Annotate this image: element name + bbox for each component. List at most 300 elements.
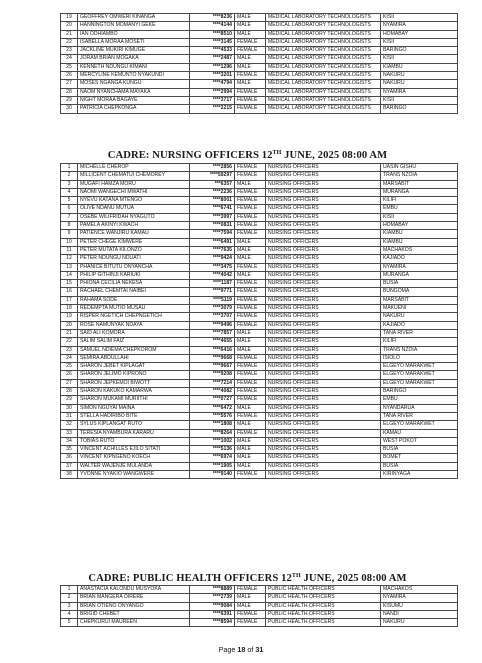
gender-cell: MALE <box>235 271 266 279</box>
gender-cell: MALE <box>235 246 266 254</box>
county-cell: KAMAU <box>381 429 458 437</box>
county-cell: MURANGA <box>381 188 458 196</box>
id-number-cell: ****4082 <box>190 388 235 396</box>
county-cell: MACHAKOS <box>381 246 458 254</box>
id-number-cell: ****6472 <box>190 404 235 412</box>
cadre-cell: NURSING OFFICERS <box>266 321 381 329</box>
id-number-cell: ****2487 <box>190 55 235 63</box>
gender-cell: FEMALE <box>235 188 266 196</box>
row-number-cell: 36 <box>61 454 78 462</box>
table-row <box>61 586 458 594</box>
county-cell: ELGEYO MARAKWET <box>381 379 458 387</box>
candidate-name-cell: PETER MUTATA KILONZO <box>78 246 190 254</box>
gender-cell: FEMALE <box>235 619 266 627</box>
cadre-cell: NURSING OFFICERS <box>266 205 381 213</box>
table-row <box>61 105 458 113</box>
table-row <box>61 288 458 296</box>
table-row <box>61 354 458 362</box>
gender-cell: FEMALE <box>235 321 266 329</box>
cadre-cell: MEDICAL LABORATORY TECHNOLOGISTS <box>266 96 381 104</box>
row-number-cell: 30 <box>61 105 78 113</box>
candidate-name-cell: SHARON JELIMO KIPRONO <box>78 371 190 379</box>
table-row <box>61 296 458 304</box>
table-body <box>61 586 458 627</box>
county-cell: KIAMBU <box>381 63 458 71</box>
candidate-name-cell: RACHAEL CHEMTAI NAIBEI <box>78 288 190 296</box>
county-cell: NAKURU <box>381 619 458 627</box>
id-number-cell: ****9496 <box>190 321 235 329</box>
id-number-cell: ****3201 <box>190 72 235 80</box>
id-number-cell: ****6416 <box>190 346 235 354</box>
cadre-cell: MEDICAL LABORATORY TECHNOLOGISTS <box>266 22 381 30</box>
candidate-name-cell: SEMIRA ABDULLAHI <box>78 354 190 362</box>
candidate-name-cell: KENNETH NDUNGU KIMANI <box>78 63 190 71</box>
county-cell: NYANDARUA <box>381 404 458 412</box>
county-cell: BARINGO <box>381 388 458 396</box>
table-row <box>61 412 458 420</box>
row-number-cell: 31 <box>61 412 78 420</box>
cadre-cell: MEDICAL LABORATORY TECHNOLOGISTS <box>266 38 381 46</box>
gender-cell: MALE <box>235 80 266 88</box>
gender-cell: FEMALE <box>235 371 266 379</box>
county-cell: NAKURU <box>381 80 458 88</box>
county-cell: KIRINYAGA <box>381 470 458 478</box>
gender-cell: MALE <box>235 55 266 63</box>
county-cell: UASIN GISHU <box>381 164 458 172</box>
candidate-name-cell: GEOFFREY OMWERI KINANGA <box>78 14 190 22</box>
row-number-cell: 12 <box>61 255 78 263</box>
gender-cell: MALE <box>235 446 266 454</box>
candidate-name-cell: SHARON JEBET KIPLAGAT <box>78 363 190 371</box>
cadre-cell: NURSING OFFICERS <box>266 379 381 387</box>
cadre-cell: NURSING OFFICERS <box>266 354 381 362</box>
heading-nursing-officers <box>60 150 435 161</box>
id-number-cell: ****9667 <box>190 363 235 371</box>
row-number-cell: 21 <box>61 329 78 337</box>
cadre-cell: NURSING OFFICERS <box>266 313 381 321</box>
gender-cell: FEMALE <box>235 222 266 230</box>
gender-cell: FEMALE <box>235 213 266 221</box>
row-number-cell: 37 <box>61 462 78 470</box>
row-number-cell: 4 <box>61 188 78 196</box>
cadre-cell: MEDICAL LABORATORY TECHNOLOGISTS <box>266 105 381 113</box>
row-number-cell: 5 <box>61 197 78 205</box>
candidate-name-cell: VINCENT KIPNGENO KOECH <box>78 454 190 462</box>
table-row <box>61 222 458 230</box>
id-number-cell: ****8236 <box>190 14 235 22</box>
gender-cell: MALE <box>235 63 266 71</box>
cadre-cell: NURSING OFFICERS <box>266 329 381 337</box>
id-number-cell: ****4144 <box>190 22 235 30</box>
candidate-name-cell: PHILIP GITHINJI KARIUKI <box>78 271 190 279</box>
id-number-cell: ****7857 <box>190 329 235 337</box>
cadre-cell: NURSING OFFICERS <box>266 412 381 420</box>
cadre-cell: NURSING OFFICERS <box>266 396 381 404</box>
id-number-cell: ****2739 <box>190 594 235 602</box>
table-row <box>61 96 458 104</box>
id-number-cell: ****1905 <box>190 462 235 470</box>
candidate-name-cell: PHANICE BITUTU ONYANCHA <box>78 263 190 271</box>
candidate-name-cell: TOBIAS RUTO <box>78 437 190 445</box>
heading-ordinal: TH <box>272 150 282 156</box>
cadre-cell: MEDICAL LABORATORY TECHNOLOGISTS <box>266 88 381 96</box>
row-number-cell: 26 <box>61 72 78 80</box>
county-cell: HOMABAY <box>381 222 458 230</box>
gender-cell: FEMALE <box>235 72 266 80</box>
cadre-cell: NURSING OFFICERS <box>266 172 381 180</box>
gender-cell: FEMALE <box>235 313 266 321</box>
row-number-cell: 2 <box>61 172 78 180</box>
table-row <box>61 371 458 379</box>
county-cell: MARSABIT <box>381 180 458 188</box>
county-cell: BOMET <box>381 454 458 462</box>
candidate-name-cell: TERESIA NYAMBURA KARARU <box>78 429 190 437</box>
candidate-name-cell: PETER NDUNGU NDUATI <box>78 255 190 263</box>
table-row <box>61 180 458 188</box>
cadre-cell: NURSING OFFICERS <box>266 421 381 429</box>
id-number-cell: ****5119 <box>190 296 235 304</box>
id-number-cell: ****3997 <box>190 213 235 221</box>
cadre-cell: NURSING OFFICERS <box>266 296 381 304</box>
gender-cell: MALE <box>235 346 266 354</box>
row-number-cell: 32 <box>61 421 78 429</box>
county-cell: KISII <box>381 38 458 46</box>
row-number-cell: 33 <box>61 429 78 437</box>
table-row <box>61 164 458 172</box>
gender-cell: FEMALE <box>235 230 266 238</box>
row-number-cell: 23 <box>61 346 78 354</box>
id-number-cell: ****4794 <box>190 80 235 88</box>
cadre-cell: NURSING OFFICERS <box>266 446 381 454</box>
county-cell: KISII <box>381 96 458 104</box>
candidate-name-cell: PATRICIA CHEPKONGA <box>78 105 190 113</box>
gender-cell: MALE <box>235 238 266 246</box>
gender-cell: MALE <box>235 462 266 470</box>
candidate-name-cell: SHARON JEPKEMOI BIWOTT <box>78 379 190 387</box>
cadre-cell: MEDICAL LABORATORY TECHNOLOGISTS <box>266 72 381 80</box>
table-row <box>61 404 458 412</box>
page-of-label: of <box>245 645 256 654</box>
cadre-cell: NURSING OFFICERS <box>266 437 381 445</box>
county-cell: TRANS NZOIA <box>381 172 458 180</box>
row-number-cell: 28 <box>61 388 78 396</box>
cadre-cell: NURSING OFFICERS <box>266 180 381 188</box>
cadre-cell: NURSING OFFICERS <box>266 462 381 470</box>
cadre-cell: PUBLIC HEALTH OFFICERS <box>266 586 381 594</box>
table-row <box>61 619 458 627</box>
county-cell: NYAMIRA <box>381 22 458 30</box>
county-cell: KILIFI <box>381 338 458 346</box>
county-cell: BUSIA <box>381 462 458 470</box>
table-row <box>61 55 458 63</box>
id-number-cell: ****9208 <box>190 371 235 379</box>
gender-cell: FEMALE <box>235 197 266 205</box>
row-number-cell: 24 <box>61 354 78 362</box>
table-row <box>61 205 458 213</box>
candidate-name-cell: PETER CHEGE KIMWERE <box>78 238 190 246</box>
row-number-cell: 2 <box>61 594 78 602</box>
row-number-cell: 15 <box>61 280 78 288</box>
row-number-cell: 29 <box>61 96 78 104</box>
cadre-cell: PUBLIC HEALTH OFFICERS <box>266 594 381 602</box>
gender-cell: MALE <box>235 454 266 462</box>
county-cell: BUNGOMA <box>381 288 458 296</box>
cadre-cell: PUBLIC HEALTH OFFICERS <box>266 602 381 610</box>
row-number-cell: 8 <box>61 222 78 230</box>
candidate-name-cell: CHEPKURUI MAUREEN <box>78 619 190 627</box>
id-number-cell: ****7594 <box>190 230 235 238</box>
candidate-name-cell: HANNINGTON MOMANYI GEKE <box>78 22 190 30</box>
id-number-cell: ****6391 <box>190 610 235 618</box>
gender-cell: FEMALE <box>235 412 266 420</box>
candidate-name-cell: SAID ALI KOMORA <box>78 329 190 337</box>
table-row <box>61 172 458 180</box>
id-number-cell: ****0831 <box>190 222 235 230</box>
table-medical-lab-technologists <box>60 13 458 114</box>
county-cell: BARINGO <box>381 105 458 113</box>
county-cell: BUSIA <box>381 280 458 288</box>
candidate-name-cell: IAN ODHIAMBO <box>78 30 190 38</box>
row-number-cell: 1 <box>61 164 78 172</box>
gender-cell: FEMALE <box>235 88 266 96</box>
gender-cell: FEMALE <box>235 379 266 387</box>
gender-cell: MALE <box>235 602 266 610</box>
table-body <box>61 164 458 479</box>
candidate-name-cell: RISPER NGETICH CHEPNGETICH <box>78 313 190 321</box>
cadre-cell: NURSING OFFICERS <box>266 280 381 288</box>
cadre-cell: NURSING OFFICERS <box>266 255 381 263</box>
cadre-cell: NURSING OFFICERS <box>266 388 381 396</box>
id-number-cell: ****1808 <box>190 421 235 429</box>
cadre-cell: NURSING OFFICERS <box>266 346 381 354</box>
county-cell: KISII <box>381 55 458 63</box>
candidate-name-cell: PATIENCE WANJIRU KAMAU <box>78 230 190 238</box>
gender-cell: MALE <box>235 338 266 346</box>
id-number-cell: ****3707 <box>190 313 235 321</box>
table-row <box>61 338 458 346</box>
row-number-cell: 22 <box>61 338 78 346</box>
cadre-cell: MEDICAL LABORATORY TECHNOLOGISTS <box>266 63 381 71</box>
gender-cell: MALE <box>235 437 266 445</box>
table-row <box>61 80 458 88</box>
gender-cell: FEMALE <box>235 172 266 180</box>
county-cell: KAJIADO <box>381 321 458 329</box>
id-number-cell: ****8594 <box>190 619 235 627</box>
row-number-cell: 4 <box>61 610 78 618</box>
row-number-cell: 7 <box>61 213 78 221</box>
gender-cell: FEMALE <box>235 164 266 172</box>
row-number-cell: 27 <box>61 80 78 88</box>
gender-cell: FEMALE <box>235 388 266 396</box>
table-row <box>61 47 458 55</box>
county-cell: HOMABAY <box>381 30 458 38</box>
row-number-cell: 20 <box>61 321 78 329</box>
row-number-cell: 38 <box>61 470 78 478</box>
county-cell: KISII <box>381 213 458 221</box>
table-row <box>61 197 458 205</box>
county-cell: MARSABIT <box>381 296 458 304</box>
county-cell: NAKURU <box>381 72 458 80</box>
table-row <box>61 610 458 618</box>
table-row <box>61 72 458 80</box>
candidate-name-cell: BRIAN MANGERA OIRERE <box>78 594 190 602</box>
county-cell: KISII <box>381 14 458 22</box>
row-number-cell: 18 <box>61 305 78 313</box>
id-number-cell: ****2236 <box>190 188 235 196</box>
cadre-cell: MEDICAL LABORATORY TECHNOLOGISTS <box>266 47 381 55</box>
id-number-cell: ****2215 <box>190 105 235 113</box>
table-row <box>61 280 458 288</box>
id-number-cell: ****9424 <box>190 255 235 263</box>
table-body <box>61 14 458 114</box>
gender-cell: MALE <box>235 180 266 188</box>
row-number-cell: 21 <box>61 30 78 38</box>
row-number-cell: 25 <box>61 63 78 71</box>
gender-cell: FEMALE <box>235 38 266 46</box>
row-number-cell: 16 <box>61 288 78 296</box>
cadre-cell: NURSING OFFICERS <box>266 263 381 271</box>
candidate-name-cell: ROSE NAMUNYAK NDAYA <box>78 321 190 329</box>
cadre-cell: PUBLIC HEALTH OFFICERS <box>266 619 381 627</box>
row-number-cell: 11 <box>61 246 78 254</box>
id-number-cell: ****5136 <box>190 446 235 454</box>
table-row <box>61 88 458 96</box>
candidate-name-cell: SIMON NGUYAI MAINA <box>78 404 190 412</box>
table-row <box>61 313 458 321</box>
id-number-cell: ***6357 <box>190 180 235 188</box>
county-cell: NANDI <box>381 610 458 618</box>
row-number-cell: 17 <box>61 296 78 304</box>
candidate-name-cell: JORAM BRIAN MOGAKA <box>78 55 190 63</box>
table-row <box>61 454 458 462</box>
cadre-cell: MEDICAL LABORATORY TECHNOLOGISTS <box>266 14 381 22</box>
heading-ordinal: TH <box>291 573 301 579</box>
county-cell: TRANS NZOIA <box>381 346 458 354</box>
county-cell: ELGEYO MARAKWET <box>381 363 458 371</box>
gender-cell: FEMALE <box>235 586 266 594</box>
candidate-name-cell: ISABELLA MORAA MOSETI <box>78 38 190 46</box>
cadre-cell: NURSING OFFICERS <box>266 454 381 462</box>
candidate-name-cell: NAOMI WANGECHI MWATHI <box>78 188 190 196</box>
candidate-name-cell: MILLICENT CHEMATUI CHEMOREY <box>78 172 190 180</box>
cadre-cell: NURSING OFFICERS <box>266 271 381 279</box>
id-number-cell: ****9771 <box>190 288 235 296</box>
row-number-cell: 20 <box>61 22 78 30</box>
county-cell: KISUMU <box>381 602 458 610</box>
candidate-name-cell: MUGAFI HAMZA MORU <box>78 180 190 188</box>
id-number-cell: ****6491 <box>190 238 235 246</box>
table-row <box>61 602 458 610</box>
id-number-cell: ****7214 <box>190 379 235 387</box>
table-row <box>61 437 458 445</box>
table-row <box>61 470 458 478</box>
gender-cell: FEMALE <box>235 363 266 371</box>
gender-cell: FEMALE <box>235 429 266 437</box>
candidate-name-cell: SHARON KAKUKO KAMARWA <box>78 388 190 396</box>
gender-cell: MALE <box>235 329 266 337</box>
county-cell: MAKUENI <box>381 305 458 313</box>
gender-cell: FEMALE <box>235 105 266 113</box>
county-cell: WEST POKOT <box>381 437 458 445</box>
id-number-cell: ****7635 <box>190 246 235 254</box>
gender-cell: FEMALE <box>235 296 266 304</box>
table-row <box>61 230 458 238</box>
gender-cell: MALE <box>235 421 266 429</box>
table-row <box>61 305 458 313</box>
row-number-cell: 26 <box>61 371 78 379</box>
candidate-name-cell: WALTER WAJENJE MULANDA <box>78 462 190 470</box>
row-number-cell: 24 <box>61 55 78 63</box>
table-row <box>61 271 458 279</box>
table-row <box>61 188 458 196</box>
table-row <box>61 346 458 354</box>
candidate-name-cell: RAHAMA SODE <box>78 296 190 304</box>
gender-cell: FEMALE <box>235 263 266 271</box>
id-number-cell: ****8264 <box>190 429 235 437</box>
heading-text: CADRE: NURSING OFFICERS 12 <box>107 150 273 161</box>
id-number-cell: ****4042 <box>190 271 235 279</box>
county-cell: TANA RIVER <box>381 329 458 337</box>
gender-cell: FEMALE <box>235 96 266 104</box>
candidate-name-cell: MOSES NGANGA KUNGU <box>78 80 190 88</box>
id-number-cell: ****4655 <box>190 338 235 346</box>
page-label: Page <box>218 645 238 654</box>
cadre-cell: NURSING OFFICERS <box>266 371 381 379</box>
county-cell: NYAMIRA <box>381 263 458 271</box>
table-row <box>61 238 458 246</box>
row-number-cell: 6 <box>61 205 78 213</box>
cadre-cell: NURSING OFFICERS <box>266 429 381 437</box>
row-number-cell: 19 <box>61 14 78 22</box>
gender-cell: FEMALE <box>235 205 266 213</box>
county-cell: KIAMBU <box>381 230 458 238</box>
row-number-cell: 23 <box>61 47 78 55</box>
id-number-cell: ****59297 <box>190 172 235 180</box>
cadre-cell: MEDICAL LABORATORY TECHNOLOGISTS <box>266 80 381 88</box>
id-number-cell: ****5576 <box>190 412 235 420</box>
table-row <box>61 329 458 337</box>
gender-cell: FEMALE <box>235 610 266 618</box>
id-number-cell: ****0727 <box>190 396 235 404</box>
cadre-cell: NURSING OFFICERS <box>266 470 381 478</box>
id-number-cell: ****4533 <box>190 47 235 55</box>
candidate-name-cell: SHARON MUKAMI MURIITHI <box>78 396 190 404</box>
row-number-cell: 25 <box>61 363 78 371</box>
gender-cell: FEMALE <box>235 396 266 404</box>
cadre-cell: NURSING OFFICERS <box>266 404 381 412</box>
row-number-cell: 30 <box>61 404 78 412</box>
table-public-health-officers <box>60 585 458 627</box>
table-row <box>61 429 458 437</box>
id-number-cell: ****1002 <box>190 437 235 445</box>
cadre-cell: NURSING OFFICERS <box>266 164 381 172</box>
candidate-name-cell: BRIGID CHEBET <box>78 610 190 618</box>
candidate-name-cell: ANASTACIA KALONDU MUSYOKA <box>78 586 190 594</box>
table-row <box>61 63 458 71</box>
table-row <box>61 213 458 221</box>
row-number-cell: 13 <box>61 263 78 271</box>
county-cell: ISIOLO <box>381 354 458 362</box>
candidate-name-cell: VINCENT ACHILLES EJILO SITATI <box>78 446 190 454</box>
cadre-cell: MEDICAL LABORATORY TECHNOLOGISTS <box>266 55 381 63</box>
gender-cell: MALE <box>235 30 266 38</box>
candidate-name-cell: NIGHT MORAA BAGAYE <box>78 96 190 104</box>
cadre-cell: NURSING OFFICERS <box>266 238 381 246</box>
heading-text: CADRE: PUBLIC HEALTH OFFICERS 12 <box>88 573 292 584</box>
county-cell: NYAMIRA <box>381 88 458 96</box>
page-total-number: 31 <box>255 645 264 654</box>
table-row <box>61 255 458 263</box>
